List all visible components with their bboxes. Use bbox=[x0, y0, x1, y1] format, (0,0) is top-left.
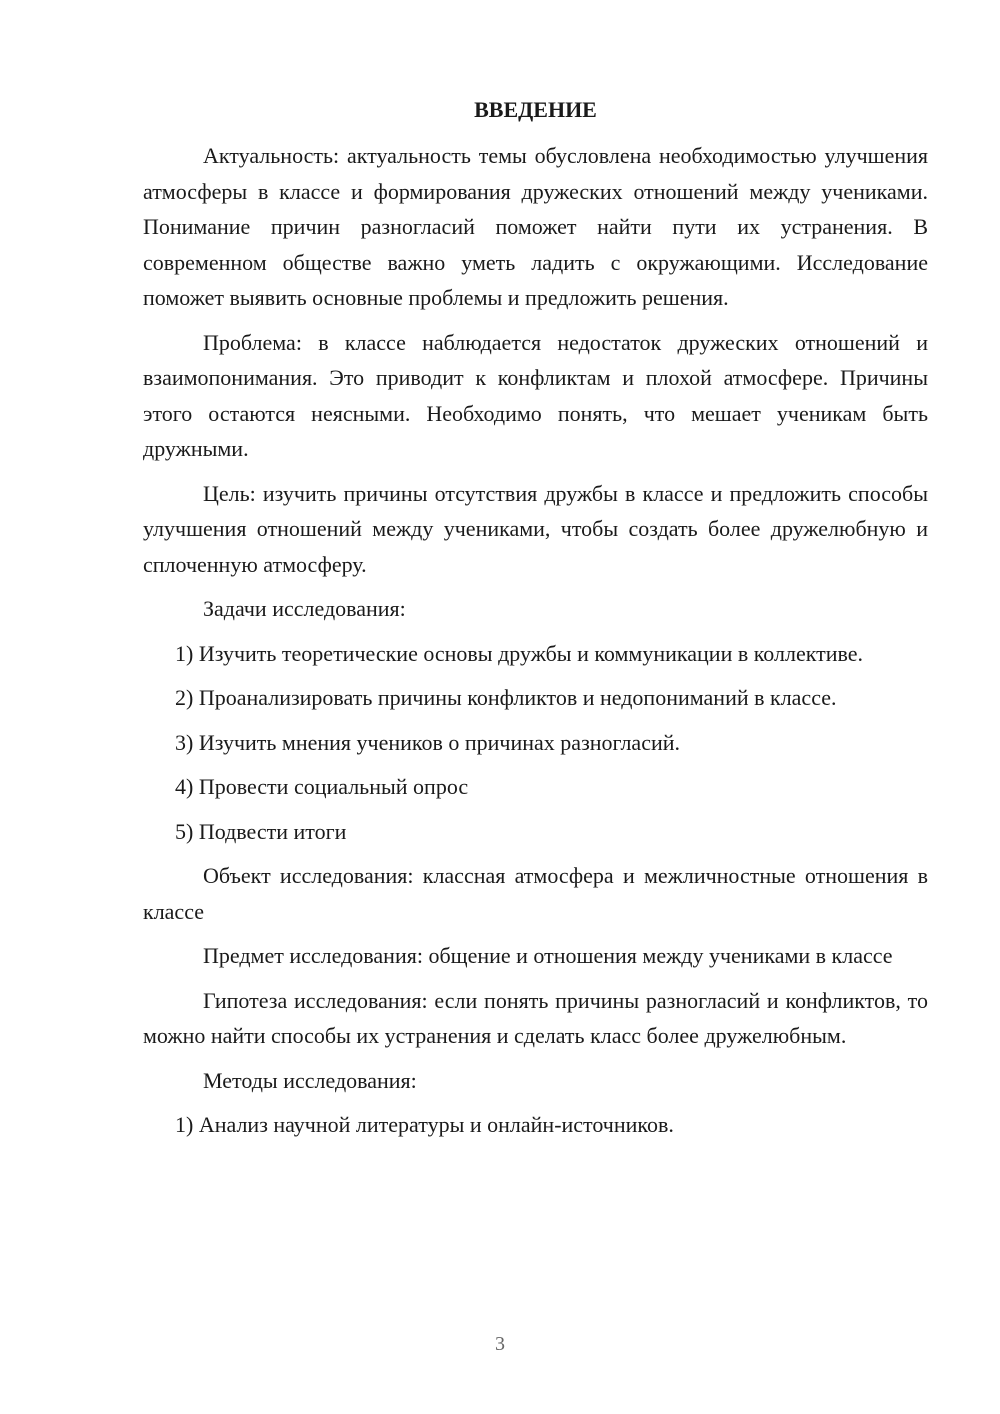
method-item-1: 1) Анализ научной литературы и онлайн-источников. bbox=[175, 1112, 674, 1137]
tasks-heading: Задачи исследования: bbox=[203, 596, 406, 621]
task-item-4: 4) Провести социальный опрос bbox=[175, 774, 469, 799]
page-number: 3 bbox=[495, 1333, 505, 1355]
goal-paragraph: Цель: изучить причины отсутствия дружбы в классе и предложить способы улучшения отношений между учениками, чтобы создать более дружелюбную и сплоченную атмосферу. bbox=[143, 480, 928, 577]
document-page bbox=[143, 92, 928, 1152]
section-title: ВВЕДЕНИЕ bbox=[474, 97, 597, 122]
task-item-5: 5) Подвести итоги bbox=[175, 818, 347, 844]
problem-paragraph: Проблема: в классе наблюдается недостаток дружеских отношений и взаимопонимания. Это приводит к конфликтам и плохой атмосфере. Причины этого остаются неясными. Необходимо понять, что мешает ученикам быть дружными. bbox=[143, 329, 928, 461]
methods-heading: Методы исследования: bbox=[203, 1067, 417, 1093]
hypothesis-paragraph: Гипотеза исследования: если понять причины разногласий и конфликтов, то можно найти способы их устранения и сделать класс более дружелюбным. bbox=[143, 987, 928, 1048]
task-item-1: 1) Изучить теоретические основы дружбы и коммуникации в коллективе. bbox=[175, 640, 864, 666]
task-item-3: 3) Изучить мнения учеников о причинах разногласий. bbox=[175, 729, 681, 755]
object-paragraph: Объект исследования: классная атмосфера и межличностные отношения в классе bbox=[143, 863, 928, 924]
subject-paragraph: Предмет исследования: общение и отношения между учениками в классе bbox=[203, 943, 893, 968]
task-item-2: 2) Проанализировать причины конфликтов и недопониманий в классе. bbox=[175, 685, 837, 710]
relevance-paragraph: Актуальность: актуальность темы обусловлена необходимостью улучшения атмосферы в классе и формирования дружеских отношений между учениками. Понимание причин разногласий поможет найти пути их устранения. В современном обществе важно уметь ладить с окружающими. Исследование поможет выявить основные проблемы и предложить решения. bbox=[143, 143, 928, 310]
